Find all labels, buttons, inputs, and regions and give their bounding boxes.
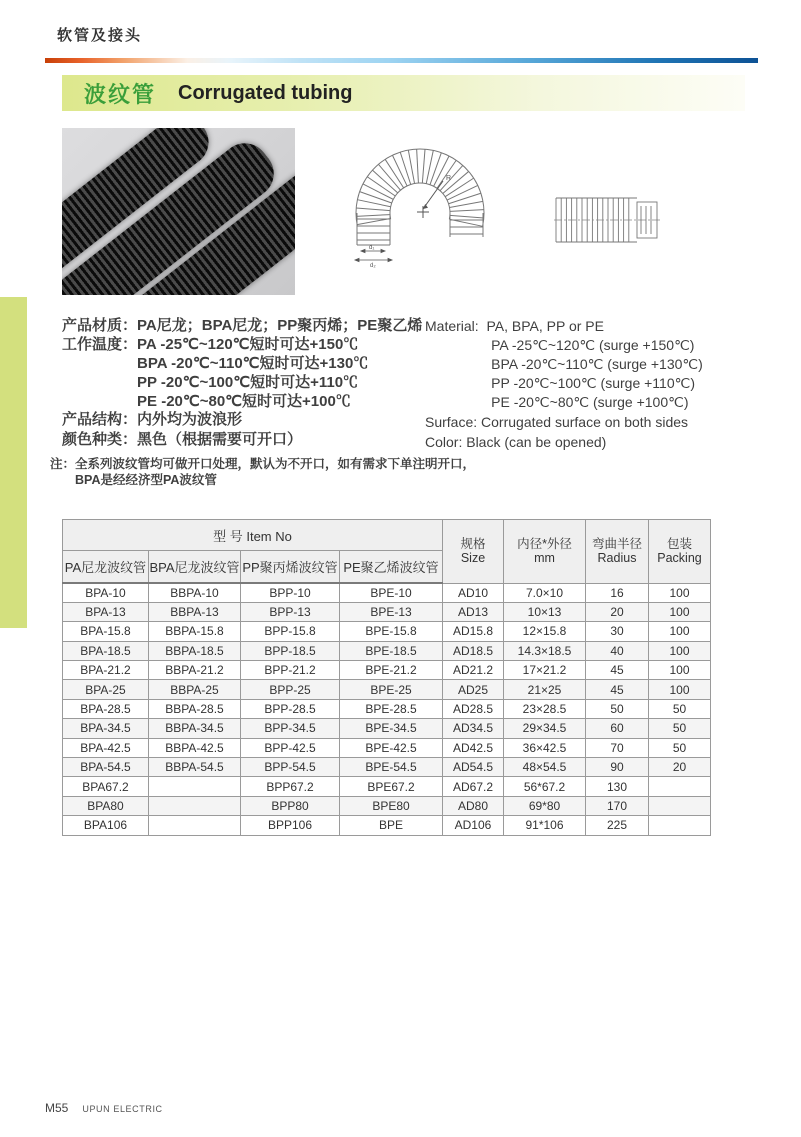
- color-value: 黑色（根据需要可开口）: [137, 431, 303, 448]
- section-title-en: Corrugated tubing: [178, 81, 353, 104]
- table-cell: BPP-28.5: [241, 699, 340, 718]
- table-cell: AD34.5: [443, 719, 504, 738]
- dim-d1-label: d₁: [369, 245, 375, 251]
- dim-d2-label: d₂: [370, 263, 376, 268]
- table-row: [63, 661, 711, 680]
- packing-header: [649, 520, 711, 584]
- table-cell: BPP-42.5: [241, 738, 340, 757]
- text-line: PP -20℃~100℃短时可达+110℃: [137, 374, 359, 391]
- table-cell: 130: [586, 777, 649, 796]
- table-row: [63, 738, 711, 757]
- table-row: [63, 699, 711, 718]
- text-line: PP -20℃~100℃ (surge +110℃): [491, 375, 695, 391]
- table-cell: AD18.5: [443, 641, 504, 660]
- section-banner: [62, 75, 745, 111]
- table-cell: 20: [649, 758, 711, 777]
- table-row: [63, 796, 711, 815]
- table-cell: 17×21.2: [504, 661, 586, 680]
- table-cell: BPP-10: [241, 583, 340, 602]
- table-cell: BPE-18.5: [340, 641, 443, 660]
- table-row: [63, 758, 711, 777]
- text-line: PE -20℃~80℃ (surge +100℃): [491, 394, 689, 410]
- table-row: [63, 602, 711, 621]
- table-cell: 56*67.2: [504, 777, 586, 796]
- material-value-en: PA, BPA, PP or PE: [486, 318, 604, 334]
- table-cell: BPE: [340, 816, 443, 835]
- table-cell: AD28.5: [443, 699, 504, 718]
- material-label-en: Material:: [425, 318, 487, 334]
- material-label: 产品材质：: [62, 317, 138, 334]
- table-cell: AD80: [443, 796, 504, 815]
- table-cell: BBPA-10: [149, 583, 241, 602]
- table-cell: 100: [649, 602, 711, 621]
- structure-value: 内外均为波浪形: [137, 411, 243, 428]
- pp-column-header: PP聚丙烯波纹管: [241, 551, 340, 584]
- table-cell: 36×42.5: [504, 738, 586, 757]
- diameter-dimensions: [355, 249, 392, 261]
- table-row: [63, 622, 711, 641]
- table-cell: BBPA-15.8: [149, 622, 241, 641]
- table-cell: BPA-28.5: [63, 699, 149, 718]
- table-cell: BPA67.2: [63, 777, 149, 796]
- bend-radius-diagram: [345, 133, 495, 268]
- table-cell: BPA106: [63, 816, 149, 835]
- page-footer: [45, 1101, 163, 1115]
- table-cell: 50: [649, 719, 711, 738]
- size-header-zh: 规格: [460, 537, 486, 552]
- table-cell: BBPA-25: [149, 680, 241, 699]
- text-line: BPA是经经济型PA波纹管: [75, 473, 217, 487]
- table-row: [63, 816, 711, 835]
- table-cell: BPP-54.5: [241, 758, 340, 777]
- table-cell: BBPA-42.5: [149, 738, 241, 757]
- table-cell: BPE-34.5: [340, 719, 443, 738]
- table-cell: BPE-42.5: [340, 738, 443, 757]
- text-line: PE -20℃~80℃短时可达+100℃: [137, 393, 351, 410]
- color-line: [62, 430, 302, 450]
- packing-header-zh: 包装: [666, 537, 692, 552]
- table-cell: BPP-21.2: [241, 661, 340, 680]
- pe-column-header: PE聚乙烯波纹管: [340, 551, 443, 584]
- table-cell: 21×25: [504, 680, 586, 699]
- table-cell: BPA-15.8: [63, 622, 149, 641]
- table-cell: 45: [586, 661, 649, 680]
- temperature-row: [62, 335, 422, 411]
- table-row: [63, 641, 711, 660]
- text-line: PA -25℃~120℃ (surge +150℃): [491, 337, 695, 353]
- spec-table-body: [63, 583, 711, 835]
- table-cell: AD42.5: [443, 738, 504, 757]
- table-cell: BPE-21.2: [340, 661, 443, 680]
- table-cell: 16: [586, 583, 649, 602]
- table-cell: 100: [649, 680, 711, 699]
- table-cell: 10×13: [504, 602, 586, 621]
- left-accent-strip: [0, 297, 27, 628]
- table-cell: [649, 777, 711, 796]
- footnote: [50, 456, 475, 488]
- table-cell: 45: [586, 680, 649, 699]
- gradient-rule: [45, 58, 758, 63]
- table-cell: 23×28.5: [504, 699, 586, 718]
- table-cell: BBPA-34.5: [149, 719, 241, 738]
- structure-label: 产品结构：: [62, 411, 138, 428]
- table-cell: 100: [649, 641, 711, 660]
- surface-line: Surface: Corrugated surface on both sides: [425, 414, 689, 430]
- table-cell: BPE80: [340, 796, 443, 815]
- table-cell: BPA-21.2: [63, 661, 149, 680]
- table-cell: AD54.5: [443, 758, 504, 777]
- table-cell: BBPA-28.5: [149, 699, 241, 718]
- page-number: M55: [45, 1101, 69, 1115]
- table-cell: 170: [586, 796, 649, 815]
- table-cell: AD25: [443, 680, 504, 699]
- pa-column-header: PA尼龙波纹管: [63, 551, 149, 584]
- bpa-column-header: BPA尼龙波纹管: [149, 551, 241, 584]
- temperature-values-en: [491, 336, 703, 412]
- table-cell: BBPA-18.5: [149, 641, 241, 660]
- table-cell: BPA-42.5: [63, 738, 149, 757]
- size-header: [443, 520, 504, 584]
- table-row: [63, 777, 711, 796]
- diameter-header-en: mm: [534, 551, 555, 566]
- table-cell: BPA-34.5: [63, 719, 149, 738]
- table-cell: 225: [586, 816, 649, 835]
- material-value: PA尼龙；BPA尼龙；PP聚丙烯；PE聚乙烯: [137, 317, 423, 334]
- table-cell: [649, 816, 711, 835]
- table-cell: 14.3×18.5: [504, 641, 586, 660]
- table-row: [63, 680, 711, 699]
- table-cell: 69*80: [504, 796, 586, 815]
- radius-label: R: [446, 175, 452, 182]
- material-row: [62, 316, 422, 335]
- table-cell: AD106: [443, 816, 504, 835]
- table-cell: 70: [586, 738, 649, 757]
- table-cell: BPE-54.5: [340, 758, 443, 777]
- table-cell: BPE-28.5: [340, 699, 443, 718]
- table-cell: BPE-25: [340, 680, 443, 699]
- text-line: BPA -20℃~110℃ (surge +130℃): [491, 356, 703, 372]
- table-cell: BPP-25: [241, 680, 340, 699]
- table-cell: 50: [586, 699, 649, 718]
- table-cell: [149, 777, 241, 796]
- table-cell: 48×54.5: [504, 758, 586, 777]
- size-header-en: Size: [460, 551, 486, 566]
- temperature-indent: [425, 336, 491, 412]
- table-cell: BPA-18.5: [63, 641, 149, 660]
- table-cell: BPA-10: [63, 583, 149, 602]
- specs-english: [425, 317, 703, 412]
- table-cell: BPA-13: [63, 602, 149, 621]
- table-cell: 29×34.5: [504, 719, 586, 738]
- radius-header-zh: 弯曲半径: [591, 537, 642, 552]
- structure-chinese: [62, 410, 302, 450]
- table-cell: BPE67.2: [340, 777, 443, 796]
- color-label: 颜色种类：: [62, 431, 138, 448]
- structure-english: [425, 412, 688, 452]
- table-cell: 20: [586, 602, 649, 621]
- diameter-header: [504, 520, 586, 584]
- structure-line: [62, 410, 302, 430]
- diameter-header-zh: 内径*外径: [517, 537, 572, 552]
- side-view-diagram: [553, 192, 663, 248]
- table-cell: 12×15.8: [504, 622, 586, 641]
- table-cell: AD13: [443, 602, 504, 621]
- table-cell: BPP80: [241, 796, 340, 815]
- table-cell: BBPA-21.2: [149, 661, 241, 680]
- temperature-row-en: [425, 336, 703, 412]
- section-title-zh: 波纹管: [84, 81, 157, 107]
- temperature-values: [137, 335, 368, 411]
- table-cell: BPA-54.5: [63, 758, 149, 777]
- specs-chinese: [62, 316, 422, 411]
- table-cell: 30: [586, 622, 649, 641]
- table-cell: BPA80: [63, 796, 149, 815]
- brand-name: UPUN ELECTRIC: [82, 1104, 163, 1114]
- table-cell: BPP-13: [241, 602, 340, 621]
- product-photo: [62, 128, 295, 295]
- radius-header-en: Radius: [597, 551, 637, 566]
- table-cell: BPP-15.8: [241, 622, 340, 641]
- table-cell: BPE-15.8: [340, 622, 443, 641]
- table-cell: [649, 796, 711, 815]
- table-cell: 50: [649, 738, 711, 757]
- table-row: [63, 583, 711, 602]
- table-cell: AD15.8: [443, 622, 504, 641]
- table-cell: [149, 796, 241, 815]
- table-cell: AD21.2: [443, 661, 504, 680]
- table-cell: BPP106: [241, 816, 340, 835]
- temperature-label: 工作温度：: [62, 336, 138, 353]
- table-row: [63, 719, 711, 738]
- table-cell: BPP-18.5: [241, 641, 340, 660]
- table-cell: BPE-13: [340, 602, 443, 621]
- table-header-row: [63, 520, 711, 551]
- table-cell: 40: [586, 641, 649, 660]
- table-cell: 100: [649, 622, 711, 641]
- table-cell: 91*106: [504, 816, 586, 835]
- text-line: PA -25℃~120℃短时可达+150℃: [137, 336, 359, 353]
- table-cell: BPP67.2: [241, 777, 340, 796]
- table-cell: AD10: [443, 583, 504, 602]
- table-cell: 50: [649, 699, 711, 718]
- table-cell: 60: [586, 719, 649, 738]
- tube-leg-left: [357, 213, 390, 245]
- item-no-header: 型 号 Item No: [63, 520, 443, 551]
- table-cell: BPP-34.5: [241, 719, 340, 738]
- footnote-label: 注：: [50, 457, 76, 471]
- page-category: 软管及接头: [57, 27, 143, 44]
- table-cell: 100: [649, 583, 711, 602]
- packing-header-en: Packing: [657, 551, 702, 566]
- spec-table: [62, 519, 711, 836]
- radius-header: [586, 520, 649, 584]
- text-line: BPA -20℃~110℃短时可达+130℃: [137, 355, 369, 372]
- table-cell: BPA-25: [63, 680, 149, 699]
- color-line-en: Color: Black (can be opened): [425, 434, 607, 450]
- table-cell: [149, 816, 241, 835]
- table-cell: BBPA-13: [149, 602, 241, 621]
- text-line: 全系列波纹管均可做开口处理，默认为不开口，如有需求下单注明开口，: [75, 457, 476, 471]
- material-row-en: [425, 317, 703, 336]
- table-cell: 90: [586, 758, 649, 777]
- footnote-lines: [75, 456, 475, 488]
- table-cell: 100: [649, 661, 711, 680]
- table-cell: 7.0×10: [504, 583, 586, 602]
- table-cell: AD67.2: [443, 777, 504, 796]
- table-cell: BBPA-54.5: [149, 758, 241, 777]
- table-cell: BPE-10: [340, 583, 443, 602]
